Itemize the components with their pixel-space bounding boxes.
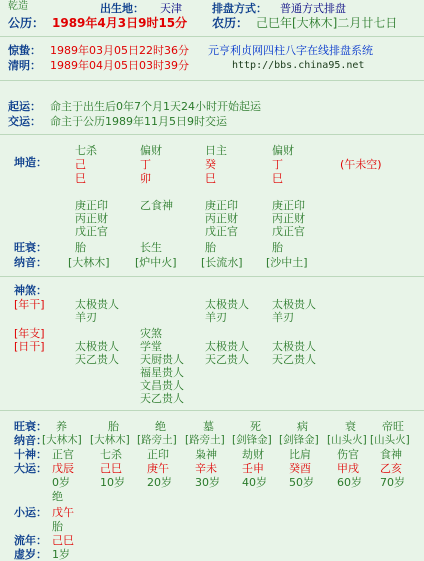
stem-3: 癸 <box>205 158 216 171</box>
name-label: 乾造 <box>8 1 28 12</box>
wangshuai-1: 胎 <box>75 241 86 254</box>
xusui-label: 虚岁： <box>14 548 47 561</box>
dayun-ganzhi: 壬申 <box>242 462 264 475</box>
hidden-stem: 丙正财 <box>272 212 305 225</box>
qiyun-label: 起运： <box>8 100 41 113</box>
dayun-age: 70岁 <box>380 476 405 489</box>
kunzao-label: 坤造： <box>14 156 47 169</box>
hidden-stem: 戊正官 <box>75 225 108 238</box>
dayun-wangshuai: 绝 <box>155 420 166 433</box>
dayun-nayin: [山头火] <box>327 434 367 446</box>
dayun-age: 20岁 <box>147 476 172 489</box>
hidden-stems-4 <box>272 199 305 238</box>
divider <box>0 134 424 135</box>
dayun-ganzhi: 癸酉 <box>289 462 311 475</box>
dayun-age: 0岁 <box>52 476 70 489</box>
hidden-stem: 戊正官 <box>272 225 305 238</box>
nian-gan-col-1 <box>75 298 119 324</box>
shensha-item: 福星贵人 <box>140 366 184 379</box>
hidden-stems-3 <box>205 199 238 238</box>
xusui-value: 1岁 <box>52 548 70 561</box>
dayun-ganzhi: 己巳 <box>100 462 122 475</box>
dayun-age: 50岁 <box>289 476 314 489</box>
divider <box>0 36 424 37</box>
wangshuai-label: 旺衰： <box>14 241 47 254</box>
jiaoyun-label: 交运： <box>8 115 41 128</box>
shensha-item: 天乙贵人 <box>75 353 119 366</box>
hidden-stem: 乙食神 <box>140 199 173 212</box>
nayin-2: [炉中火] <box>135 256 177 269</box>
divider <box>0 410 424 411</box>
dayun-age: 30岁 <box>195 476 220 489</box>
hidden-stem: 丙正财 <box>75 212 108 225</box>
dayun-extra-jue: 绝 <box>52 490 63 503</box>
hidden-stem: 庚正印 <box>75 199 108 212</box>
method-value: 普通方式排盘 <box>280 2 346 15</box>
hidden-stem: 丙正财 <box>205 212 238 225</box>
branch-2: 卯 <box>140 172 151 185</box>
dayun-nayin: [大林木] <box>90 434 130 446</box>
shensha-item: 太极贵人 <box>205 340 249 353</box>
branch-1: 巳 <box>75 172 86 185</box>
dayun-shishen: 正官 <box>52 448 74 461</box>
divider <box>0 276 424 277</box>
qingming-label: 清明： <box>8 59 41 72</box>
ri-gan-label: [日干] <box>14 340 45 353</box>
nian-zhi-label: [年支] <box>14 327 45 340</box>
dayun-ganzhi: 辛未 <box>195 462 217 475</box>
jingzhe-value: 1989年03月05日22时36分 <box>50 44 189 57</box>
solar-label: 公历： <box>8 16 45 30</box>
nian-gan-col-3 <box>205 298 249 324</box>
dayun-nayin: [大林木] <box>42 434 82 446</box>
liunian-label: 流年： <box>14 534 47 547</box>
wangshuai-4: 胎 <box>272 241 283 254</box>
shensha-item: 天乙贵人 <box>205 353 249 366</box>
xiaoyun-value: 戊午 <box>52 506 74 519</box>
branch-3: 巳 <box>205 172 216 185</box>
dayun-ganzhi: 乙亥 <box>380 462 402 475</box>
shensha-item: 太极贵人 <box>75 298 119 311</box>
jingzhe-label: 惊蛰： <box>8 44 41 57</box>
xiaoyun-label: 小运： <box>14 506 47 519</box>
dayun-shishen: 七杀 <box>100 448 122 461</box>
stem-2: 丁 <box>140 158 151 171</box>
hidden-stems-1 <box>75 199 108 238</box>
shensha-item: 天乙贵人 <box>140 392 184 405</box>
dayun-nayin: [剑锋金] <box>232 434 272 446</box>
lunar-label: 农历： <box>212 16 249 30</box>
hidden-stem: 庚正印 <box>205 199 238 212</box>
dayun-label: 大运： <box>14 462 47 475</box>
dayun-wangshuai: 衰 <box>345 420 356 433</box>
dayun-shishen-label: 十神： <box>14 448 47 461</box>
dayun-age: 10岁 <box>100 476 125 489</box>
shensha-item: 羊刃 <box>205 311 227 324</box>
site-name: 元亨利贞网四柱八字在线排盘系统 <box>208 44 373 57</box>
ten-god-3: 日主 <box>205 144 227 157</box>
dayun-wangshuai: 养 <box>56 420 67 433</box>
qingming-value: 1989年04月05日03时39分 <box>50 59 189 72</box>
nayin-label: 纳音： <box>14 256 47 269</box>
dayun-wangshuai: 病 <box>297 420 308 433</box>
ten-god-2: 偏财 <box>140 144 162 157</box>
dayun-age: 40岁 <box>242 476 267 489</box>
nayin-4: [沙中土] <box>266 256 308 269</box>
dayun-shishen: 食神 <box>380 448 402 461</box>
birthplace-value: 天津 <box>160 2 182 15</box>
dayun-ganzhi: 甲戌 <box>337 462 359 475</box>
nayin-1: [大林木] <box>68 256 110 269</box>
shensha-item: 羊刃 <box>75 311 97 324</box>
kong-wang: (午未空) <box>340 158 382 171</box>
dayun-nayin: [剑锋金] <box>279 434 319 446</box>
shensha-item: 灾煞 <box>140 327 162 340</box>
jiaoyun-text: 命主于公历1989年11月5日9时交运 <box>50 115 227 128</box>
dayun-wangshuai: 帝旺 <box>382 420 404 433</box>
stem-1: 己 <box>75 158 86 171</box>
dayun-shishen: 比肩 <box>289 448 311 461</box>
shensha-item: 学堂 <box>140 340 162 353</box>
nian-gan-label: [年干] <box>14 298 45 311</box>
ten-god-4: 偏财 <box>272 144 294 157</box>
dayun-shishen: 伤官 <box>337 448 359 461</box>
divider <box>0 80 424 81</box>
dayun-age: 60岁 <box>337 476 362 489</box>
shensha-title: 神煞： <box>14 284 47 297</box>
ten-god-1: 七杀 <box>75 144 97 157</box>
dayun-wangshuai: 墓 <box>203 420 214 433</box>
ri-gan-col-2 <box>140 340 184 405</box>
shensha-item: 太极贵人 <box>205 298 249 311</box>
dayun-shishen: 劫财 <box>242 448 264 461</box>
wangshuai-3: 胎 <box>205 241 216 254</box>
dayun-shishen: 正印 <box>147 448 169 461</box>
branch-4: 巳 <box>272 172 283 185</box>
xiaoyun-sub: 胎 <box>52 520 63 533</box>
hidden-stem: 戊正官 <box>205 225 238 238</box>
shensha-item: 太极贵人 <box>75 340 119 353</box>
ri-gan-col-4 <box>272 340 316 366</box>
wangshuai-2: 长生 <box>140 241 162 254</box>
dayun-wangshuai: 死 <box>250 420 261 433</box>
dayun-shishen: 枭神 <box>195 448 217 461</box>
ri-gan-col-3 <box>205 340 249 366</box>
site-url-link[interactable]: http://bbs.china95.net <box>232 60 365 71</box>
dayun-ganzhi: 庚午 <box>147 462 169 475</box>
shensha-item: 天乙贵人 <box>272 353 316 366</box>
shensha-item: 太极贵人 <box>272 340 316 353</box>
stem-4: 丁 <box>272 158 283 171</box>
dayun-wangshuai: 胎 <box>108 420 119 433</box>
dayun-wangshuai-label: 旺衰： <box>14 420 47 433</box>
qiyun-text: 命主于出生后0年7个月1天24小时开始起运 <box>50 100 261 113</box>
dayun-ganzhi: 戊辰 <box>52 462 74 475</box>
hidden-stems-2 <box>140 199 173 212</box>
liunian-value: 己巳 <box>52 534 74 547</box>
dayun-nayin: [山头火] <box>370 434 410 446</box>
dayun-nayin-label: 纳音： <box>14 434 47 447</box>
nayin-3: [长流水] <box>201 256 243 269</box>
birthplace-label: 出生地： <box>100 2 144 15</box>
shensha-item: 天厨贵人 <box>140 353 184 366</box>
shensha-item: 羊刃 <box>272 311 294 324</box>
dayun-nayin: [路旁土] <box>137 434 177 446</box>
nian-gan-col-4 <box>272 298 316 324</box>
shensha-item: 文昌贵人 <box>140 379 184 392</box>
solar-date: 1989年4月3日9时15分 <box>52 16 188 30</box>
hidden-stem: 庚正印 <box>272 199 305 212</box>
ri-gan-col-1 <box>75 340 119 366</box>
lunar-date: 己巳年[大林木]二月廿七日 <box>256 16 398 30</box>
dayun-nayin: [路旁土] <box>185 434 225 446</box>
shensha-item: 太极贵人 <box>272 298 316 311</box>
method-label: 排盘方式： <box>212 2 267 15</box>
